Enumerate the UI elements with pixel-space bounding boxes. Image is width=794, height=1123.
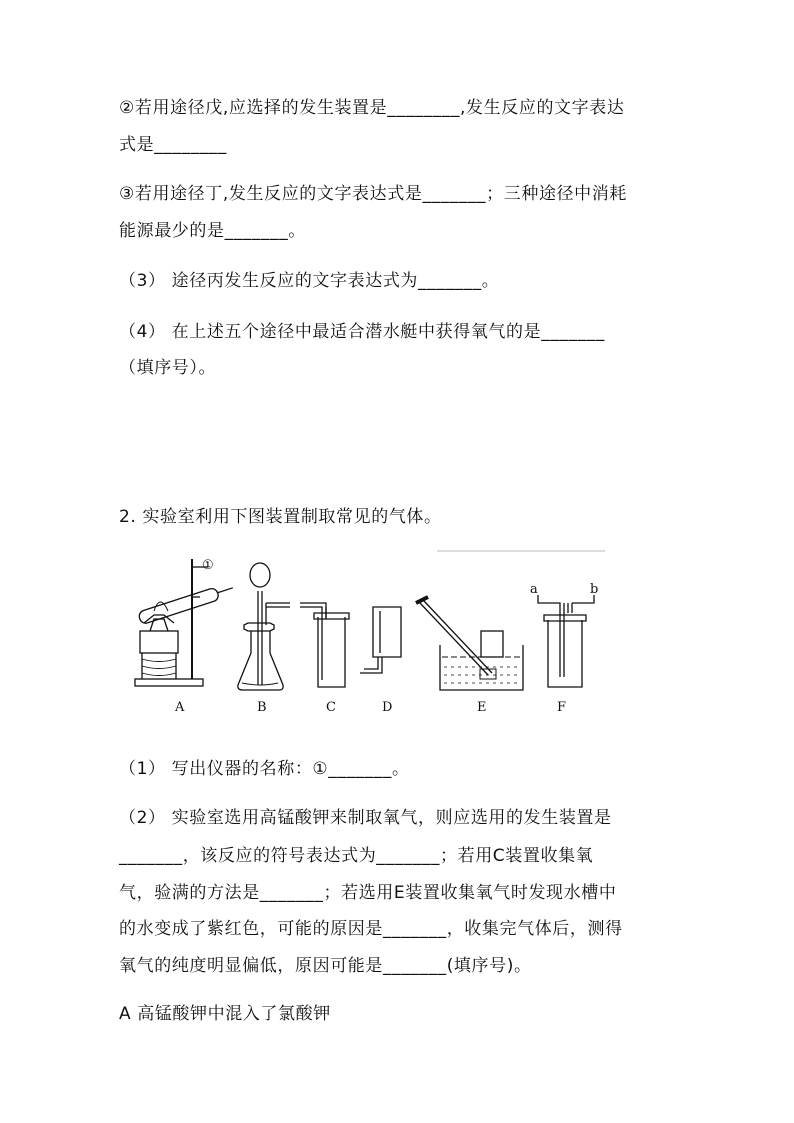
question-2-heading: 2. 实验室利用下图装置制取常见的气体。	[119, 507, 442, 527]
port-b-label: b	[590, 582, 599, 597]
marker-1: ①	[202, 558, 214, 573]
apparatus-d	[360, 607, 401, 673]
text-line-7: （填序号）。	[119, 358, 217, 378]
apparatus-a	[135, 559, 235, 686]
text-line-3: ③若用途径丁,发生反应的文字表达式是_______；三种途径中消耗	[119, 184, 627, 204]
apparatus-c	[300, 603, 349, 687]
text-line-4: 能源最少的是_______。	[119, 221, 306, 241]
apparatus-e	[416, 597, 523, 690]
text-line-12: 的水变成了紫红色，可能的原因是_______，收集完气体后，测得	[119, 919, 623, 939]
label-e: E	[477, 700, 487, 715]
apparatus-f	[538, 595, 594, 687]
label-f: F	[557, 700, 567, 715]
text-line-6: （4） 在上述五个途径中最适合潜水艇中获得氧气的是_______	[119, 322, 605, 342]
port-a-label: a	[530, 582, 538, 597]
label-b: B	[257, 700, 267, 715]
text-line-8: （1） 写出仪器的名称：①_______。	[119, 759, 410, 779]
text-line-5: （3） 途径丙发生反应的文字表达式为_______。	[119, 271, 500, 291]
text-line-9: （2） 实验室选用高锰酸钾来制取氧气，则应选用的发生装置是	[119, 808, 612, 828]
label-a: A	[175, 700, 185, 715]
text-line-2: 式是________	[119, 135, 227, 155]
text-line-1: ②若用途径戊,应选择的发生装置是________,发生反应的文字表达	[119, 98, 625, 118]
label-c: C	[326, 700, 336, 715]
apparatus-b	[238, 563, 290, 690]
option-a: A 高锰酸钾中混入了氯酸钾	[119, 1004, 331, 1024]
apparatus-diagram	[120, 545, 620, 720]
text-line-13: 氧气的纯度明显偏低，原因可能是_______(填序号)。	[119, 956, 532, 976]
label-d: D	[382, 700, 393, 715]
text-line-10: _______，该反应的符号表达式为_______；若用C装置收集氧	[119, 846, 594, 866]
text-line-11: 气，验满的方法是_______；若选用E装置收集氧气时发现水槽中	[119, 883, 617, 903]
